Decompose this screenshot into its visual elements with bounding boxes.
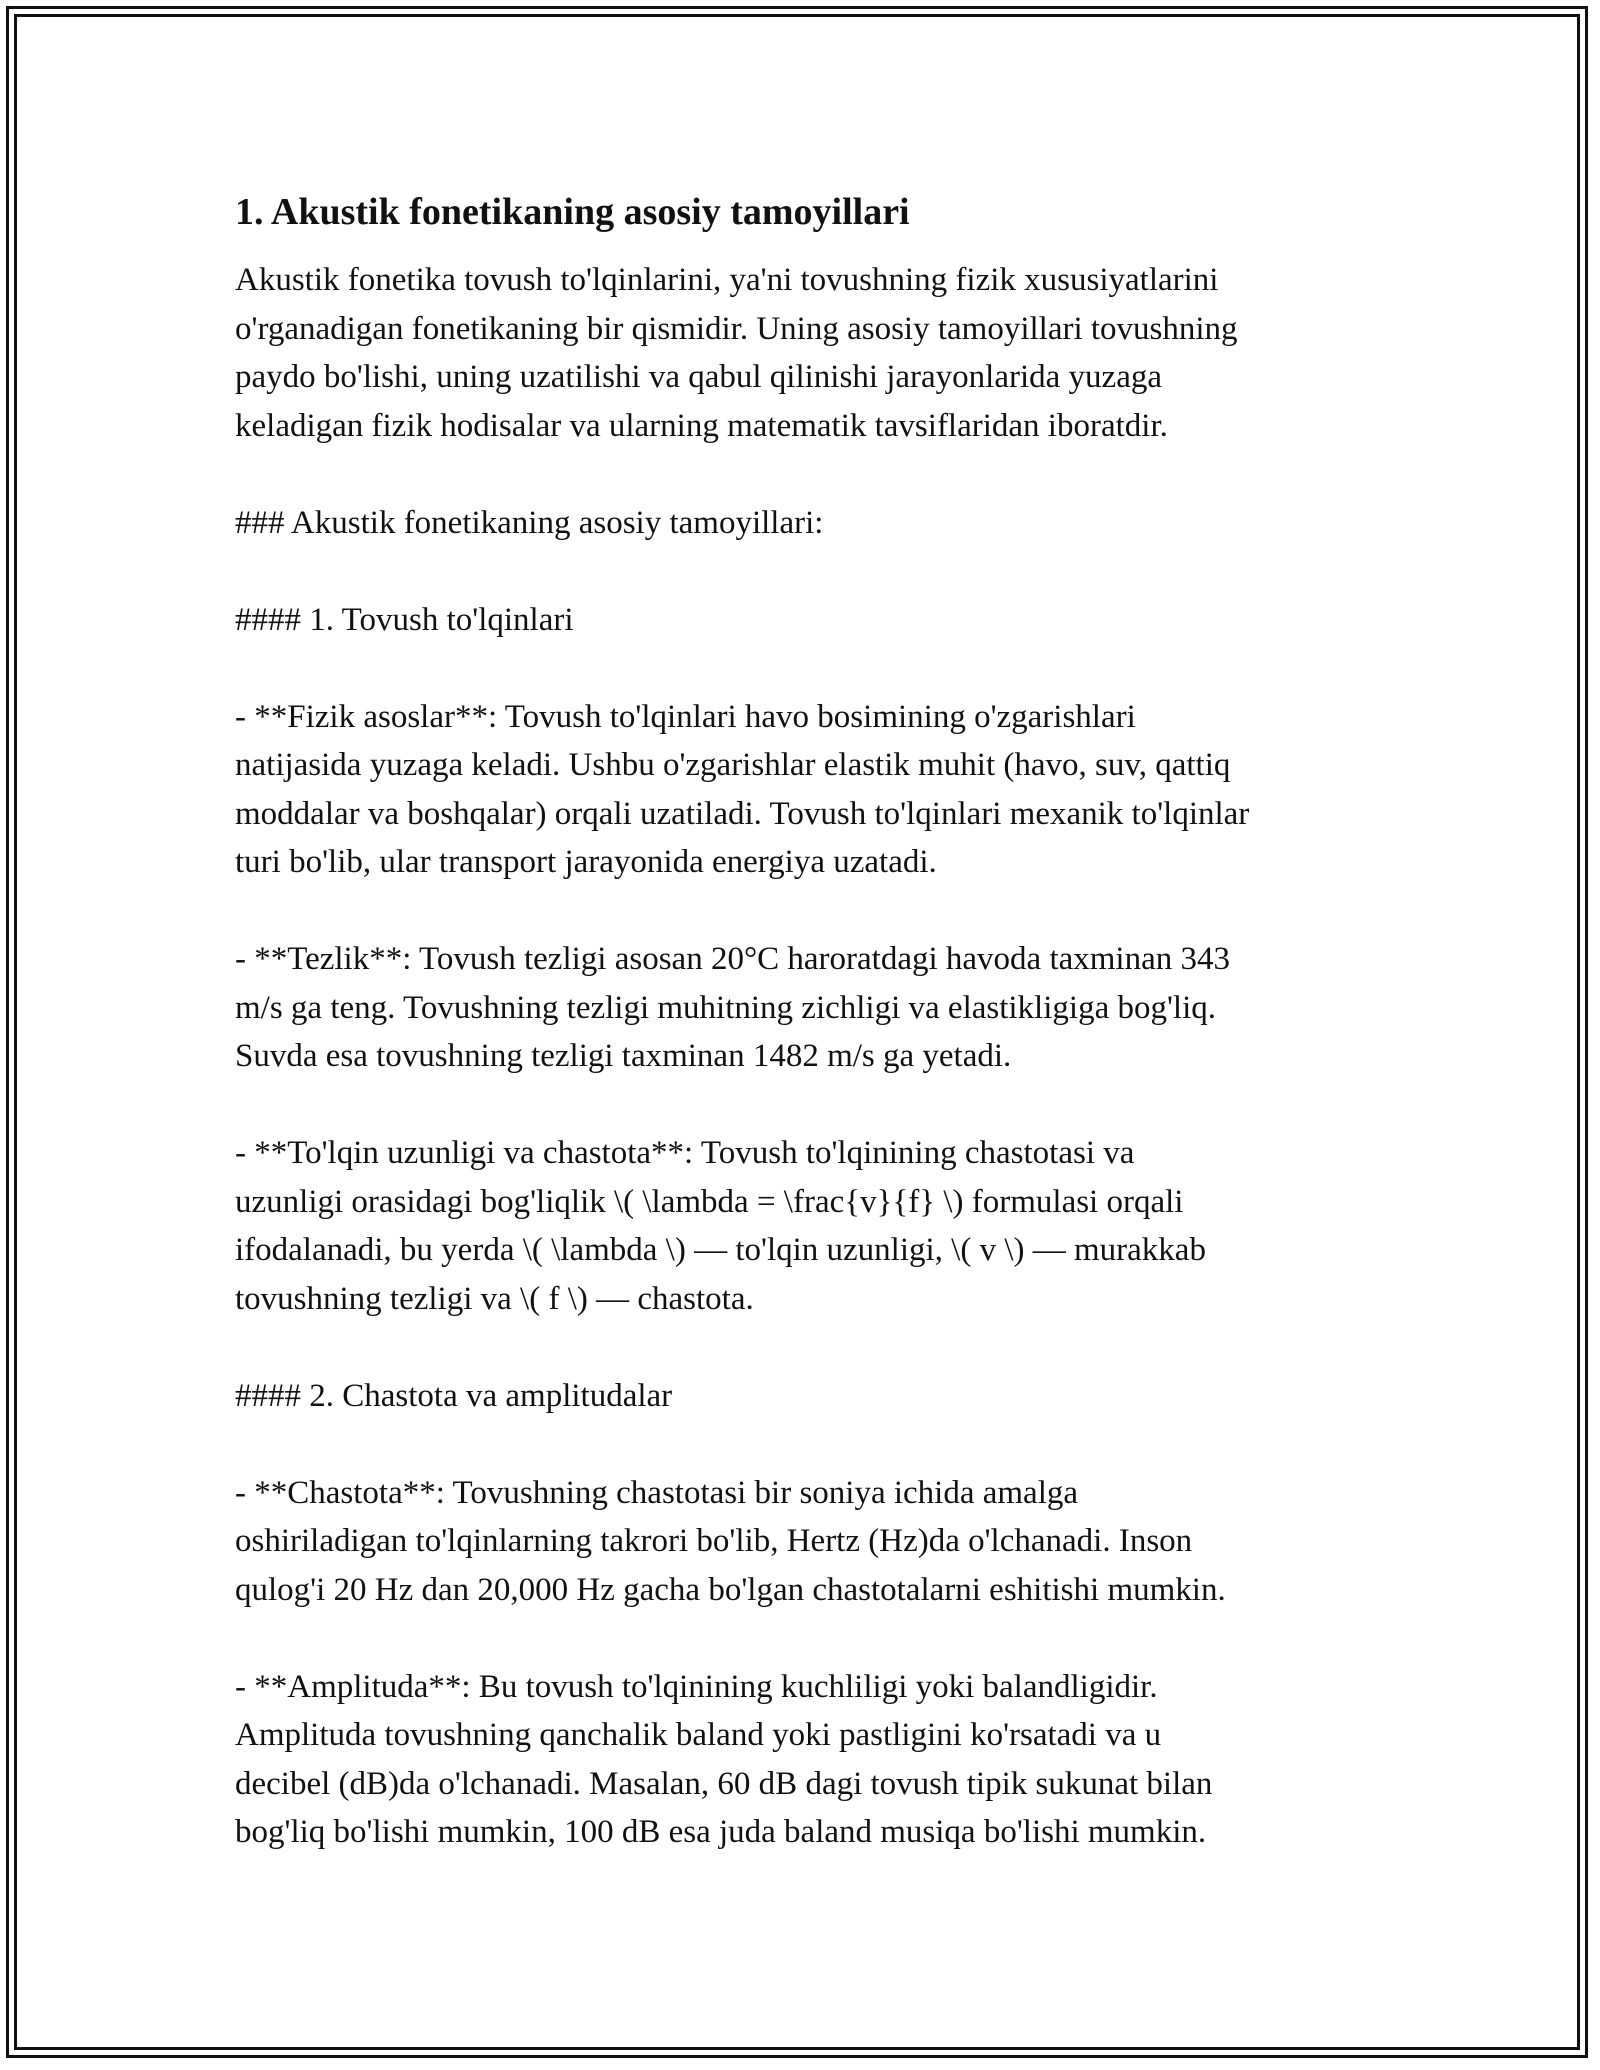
text-line: - **Amplituda**: Bu tovush to'lqinining kuchliligi yoki balandligidir.	[235, 1668, 1158, 1705]
text-line: ### Akustik fonetikaning asosiy tamoyillari:	[235, 504, 824, 541]
bullet-fizik-asoslar	[235, 693, 1375, 887]
document-body	[235, 188, 1375, 1905]
subsection-heading-chastota	[235, 1372, 1375, 1421]
text-line: - **Tezlik**: Tovush tezligi asosan 20°C haroratdagi havoda taxminan 343	[235, 941, 1230, 977]
text-line: keladigan fizik hodisalar va ularning matematik tavsiflaridan iboratdir.	[235, 407, 1168, 444]
text-line: uzunligi orasidagi bog'liqlik \( \lambda = \frac{v}{f} \) formulasi orqali	[235, 1183, 1184, 1220]
text-line: natijasida yuzaga keladi. Ushbu o'zgarishlar elastik muhit (havo, suv, qattiq	[235, 747, 1231, 783]
text-line: #### 1. Tovush to'lqinlari	[235, 601, 574, 638]
section-heading-markdown	[235, 499, 1375, 548]
bullet-tezlik	[235, 935, 1375, 1081]
text-line: Akustik fonetika tovush to'lqinlarini, ya'ni tovushning fizik xususiyatlarini	[235, 262, 1219, 298]
text-line: - **Chastota**: Tovushning chastotasi bir soniya ichida amalga	[235, 1474, 1079, 1511]
text-line: ifodalanadi, bu yerda \( \lambda \) — to'lqin uzunligi, \( v \) — murakkab	[235, 1232, 1206, 1268]
text-line: decibel (dB)da o'lchanadi. Masalan, 60 dB dagi tovush tipik sukunat bilan	[235, 1765, 1213, 1802]
text-line: o'rganadigan fonetikaning bir qismidir. Uning asosiy tamoyillari tovushning	[235, 310, 1238, 347]
text-line: moddalar va boshqalar) orqali uzatiladi. Tovush to'lqinlari mexanik to'lqinlar	[235, 795, 1250, 832]
bullet-amplituda	[235, 1663, 1375, 1857]
text-line: m/s ga teng. Tovushning tezligi muhitning zichligi va elastikligiga bog'liq.	[235, 989, 1216, 1026]
text-line: tovushning tezligi va \( f \) — chastota.	[235, 1280, 754, 1317]
text-line: turi bo'lib, ular transport jarayonida energiya uzatadi.	[235, 844, 937, 880]
text-line: #### 2. Chastota va amplitudalar	[235, 1377, 673, 1414]
bullet-chastota	[235, 1469, 1375, 1615]
text-line: Suvda esa tovushning tezligi taxminan 1482 m/s ga yetadi.	[235, 1038, 1012, 1074]
text-line: paydo bo'lishi, uning uzatilishi va qabul qilinishi jarayonlarida yuzaga	[235, 359, 1162, 395]
text-line: - **Fizik asoslar**: Tovush to'lqinlari havo bosimining o'zgarishlari	[235, 698, 1136, 735]
text-line: bog'liq bo'lishi mumkin, 100 dB esa juda baland musiqa bo'lishi mumkin.	[235, 1814, 1207, 1850]
subsection-heading-tovush	[235, 596, 1375, 645]
text-line: oshiriladigan to'lqinlarning takrori bo'lib, Hertz (Hz)da o'lchanadi. Inson	[235, 1523, 1193, 1559]
text-line: - **To'lqin uzunligi va chastota**: Tovush to'lqinining chastotasi va	[235, 1135, 1135, 1171]
document-title: 1. Akustik fonetikaning asosiy tamoyillari	[235, 191, 910, 233]
text-line: Amplituda tovushning qanchalik baland yoki pastligini ko'rsatadi va u	[235, 1717, 1162, 1753]
intro-paragraph	[235, 256, 1375, 450]
text-line: qulog'i 20 Hz dan 20,000 Hz gacha bo'lgan chastotalarni eshitishi mumkin.	[235, 1571, 1226, 1608]
bullet-tolqin-uzunligi	[235, 1129, 1375, 1323]
